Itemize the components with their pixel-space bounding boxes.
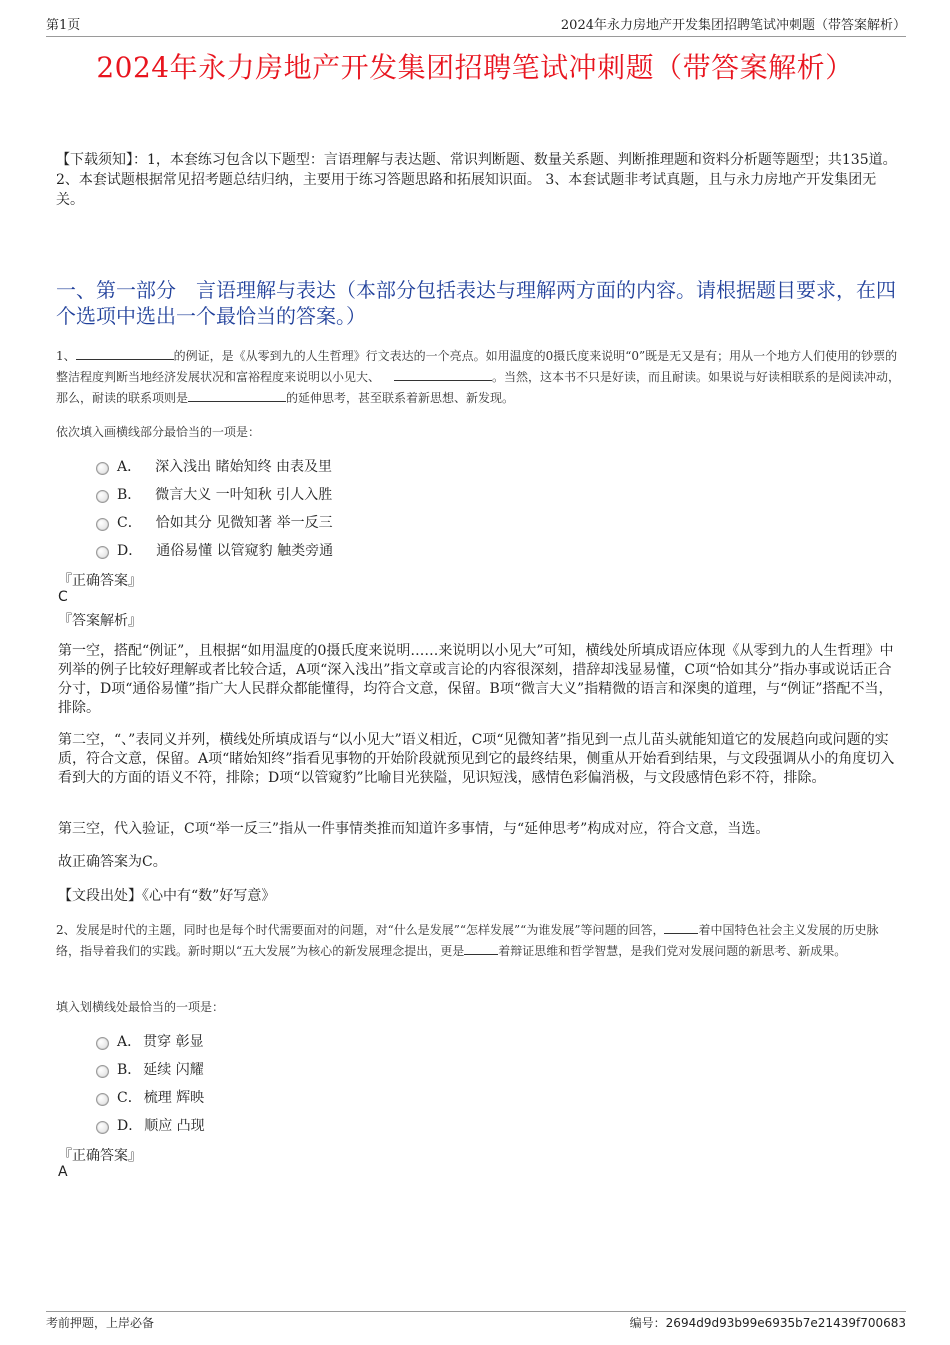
option-letter: D． [117, 1118, 143, 1134]
option-text: 顺应 凸现 [144, 1118, 205, 1134]
blank-line [394, 368, 492, 381]
stem-part: 的延伸思考，甚至联系着新思想、新发现。 [286, 391, 515, 405]
option-text: 通俗易懂 以管窥豹 触类旁通 [156, 543, 334, 559]
question-number: 2、 [56, 923, 76, 937]
question-1-instruction: 依次填入画横线部分最恰当的一项是： [56, 425, 261, 439]
option-c[interactable] [96, 508, 333, 536]
analysis-paragraph-2: 第二空，“、”表同义并列，横线处所填成语与“以小见大”语义相近，C项“见微知著”指见到一点儿苗头就能知道它的发展趋向或问题的实质，符合文意，保留。A项“睹始知终”指看见事物的开始阶段就预见到它的最终结果，侧重从开始看到结果，与文段强调从小的角度切入看到大的方面的语义不符，排除；D项“以管窥豹”比喻目光狭隘，见识短浅，感情色彩偏消极，与文段感情色彩不符，排除。 [58, 732, 895, 786]
question-2-instruction: 填入划横线处最恰当的一项是： [56, 1000, 225, 1014]
analysis-paragraph-3: 第三空，代入验证，C项“举一反三”指从一件事情类推而知道许多事情，与“延伸思考”构成对应，符合文意，当选。 [58, 821, 770, 837]
option-text: 梳理 辉映 [143, 1090, 205, 1106]
section-heading: 一、第一部分 言语理解与表达（本部分包括表达与理解两方面的内容。请根据题目要求，在四个选项中选出一个最恰当的答案。） [56, 278, 896, 328]
radio-button-icon[interactable] [96, 1037, 109, 1050]
radio-button-icon[interactable] [96, 1121, 109, 1134]
option-d[interactable] [96, 536, 333, 564]
analysis-paragraph-1: 第一空，搭配“例证”，且根据“如用温度的0摄氏度来说明……来说明以小见大”可知，横线处所填成语应体现《从零到九的人生哲理》中列举的例子比较好理解或者比较合适，A项“深入浅出”指文章或言论的内容很深刻，措辞却浅显易懂，C项“恰如其分”指办事或说话正合分寸，D项“通俗易懂”指广大人民群众都能懂得，均符合文意，保留。B项“微言大义”指精微的语言和深奥的道理，与“例证”搭配不当，排除。 [58, 643, 894, 716]
option-letter: C． [117, 515, 142, 531]
question-1-stem [56, 346, 902, 409]
radio-button-icon[interactable] [96, 546, 109, 559]
option-d[interactable] [96, 1111, 205, 1139]
radio-button-icon[interactable] [96, 1093, 109, 1106]
question-1-options [96, 452, 333, 564]
code-value: 2694d9d93b99e6935b7e21439f700683 [665, 1316, 906, 1330]
option-text: 深入浅出 睹始知终 由表及里 [155, 459, 333, 475]
stem-part: 发展是时代的主题，同时也是每个时代需要面对的问题，对“什么是发展”“怎样发展”“为谁发展”等问题的回答， [75, 923, 665, 937]
question-2-stem [56, 920, 902, 962]
question-2-options [96, 1027, 205, 1139]
option-letter: A． [117, 1034, 142, 1050]
text-source: 【文段出处】《心中有“数”好写意》 [58, 888, 276, 904]
stem-part: 着中国特色社会主义发展的历史脉络，指导着我们的实践。新时期以“五大发展”为核心的新发展理念提出，更是 [56, 923, 879, 958]
option-letter: B． [117, 487, 142, 503]
radio-button-icon[interactable] [96, 518, 109, 531]
option-text: 恰如其分 见微知著 举一反三 [155, 515, 333, 531]
option-text: 微言大义 一叶知秋 引人入胜 [155, 487, 333, 503]
download-notice: 【下载须知】：1，本套练习包含以下题型：言语理解与表达题、常识判断题、数量关系题、判断推理题和资料分析题等题型；共135道。 2、本套试题根据常见招考题总结归纳，主要用于练习答题思路和拓展知识面。 3、本套试题非考试真题，且与永力房地产开发集团无关。 [56, 152, 897, 208]
footer-divider [46, 1311, 906, 1312]
question-number: 1、 [56, 349, 76, 363]
blank-line [464, 942, 498, 955]
option-text: 贯穿 彰显 [143, 1034, 204, 1050]
option-text: 延续 闪耀 [143, 1062, 204, 1078]
answer-label: 『正确答案』 [58, 573, 142, 589]
document-title: 2024年永力房地产开发集团招聘笔试冲刺题（带答案解析） [96, 51, 854, 84]
page-header [46, 14, 906, 37]
option-letter: C． [117, 1090, 142, 1106]
radio-button-icon[interactable] [96, 462, 109, 475]
blank-line [188, 389, 286, 402]
answer-label: 『正确答案』 [58, 1148, 142, 1164]
option-c[interactable] [96, 1083, 205, 1111]
option-letter: D． [117, 543, 143, 559]
answer-value: A [58, 1164, 68, 1180]
header-doc-title: 2024年永力房地产开发集团招聘笔试冲刺题（带答案解析） [560, 18, 906, 33]
answer-value: C [58, 589, 68, 605]
stem-part: 的例证，是《从零到九的人生哲理》行文表达的一个亮点。如用温度的0摄氏度来说明“0”既是无又是有；用从一个地方人们使用的钞票的整洁程度判断当地经济发展状况和富裕程度来说明以小见大、 [56, 349, 898, 384]
analysis-label: 『答案解析』 [58, 613, 142, 629]
blank-line [76, 347, 174, 360]
code-label: 编号： [629, 1316, 666, 1330]
footer-slogan: 考前押题，上岸必备 [46, 1316, 155, 1330]
option-a[interactable] [96, 1027, 205, 1055]
option-a[interactable] [96, 452, 333, 480]
option-letter: B． [117, 1062, 142, 1078]
stem-part: 。当然，这本书不只是好读，而且耐读。如果说与好读相联系的是阅读冲动，那么，耐读的联系项则是 [56, 370, 901, 405]
analysis-conclusion: 故正确答案为C。 [58, 854, 167, 870]
blank-line [664, 921, 698, 934]
option-letter: A． [117, 459, 142, 475]
option-b[interactable] [96, 1055, 205, 1083]
radio-button-icon[interactable] [96, 490, 109, 503]
option-b[interactable] [96, 480, 333, 508]
radio-button-icon[interactable] [96, 1065, 109, 1078]
page-number: 第1页 [46, 18, 81, 33]
stem-part: 着辩证思维和哲学智慧，是我们党对发展问题的新思考、新成果。 [498, 944, 847, 958]
footer-code [630, 1314, 906, 1331]
